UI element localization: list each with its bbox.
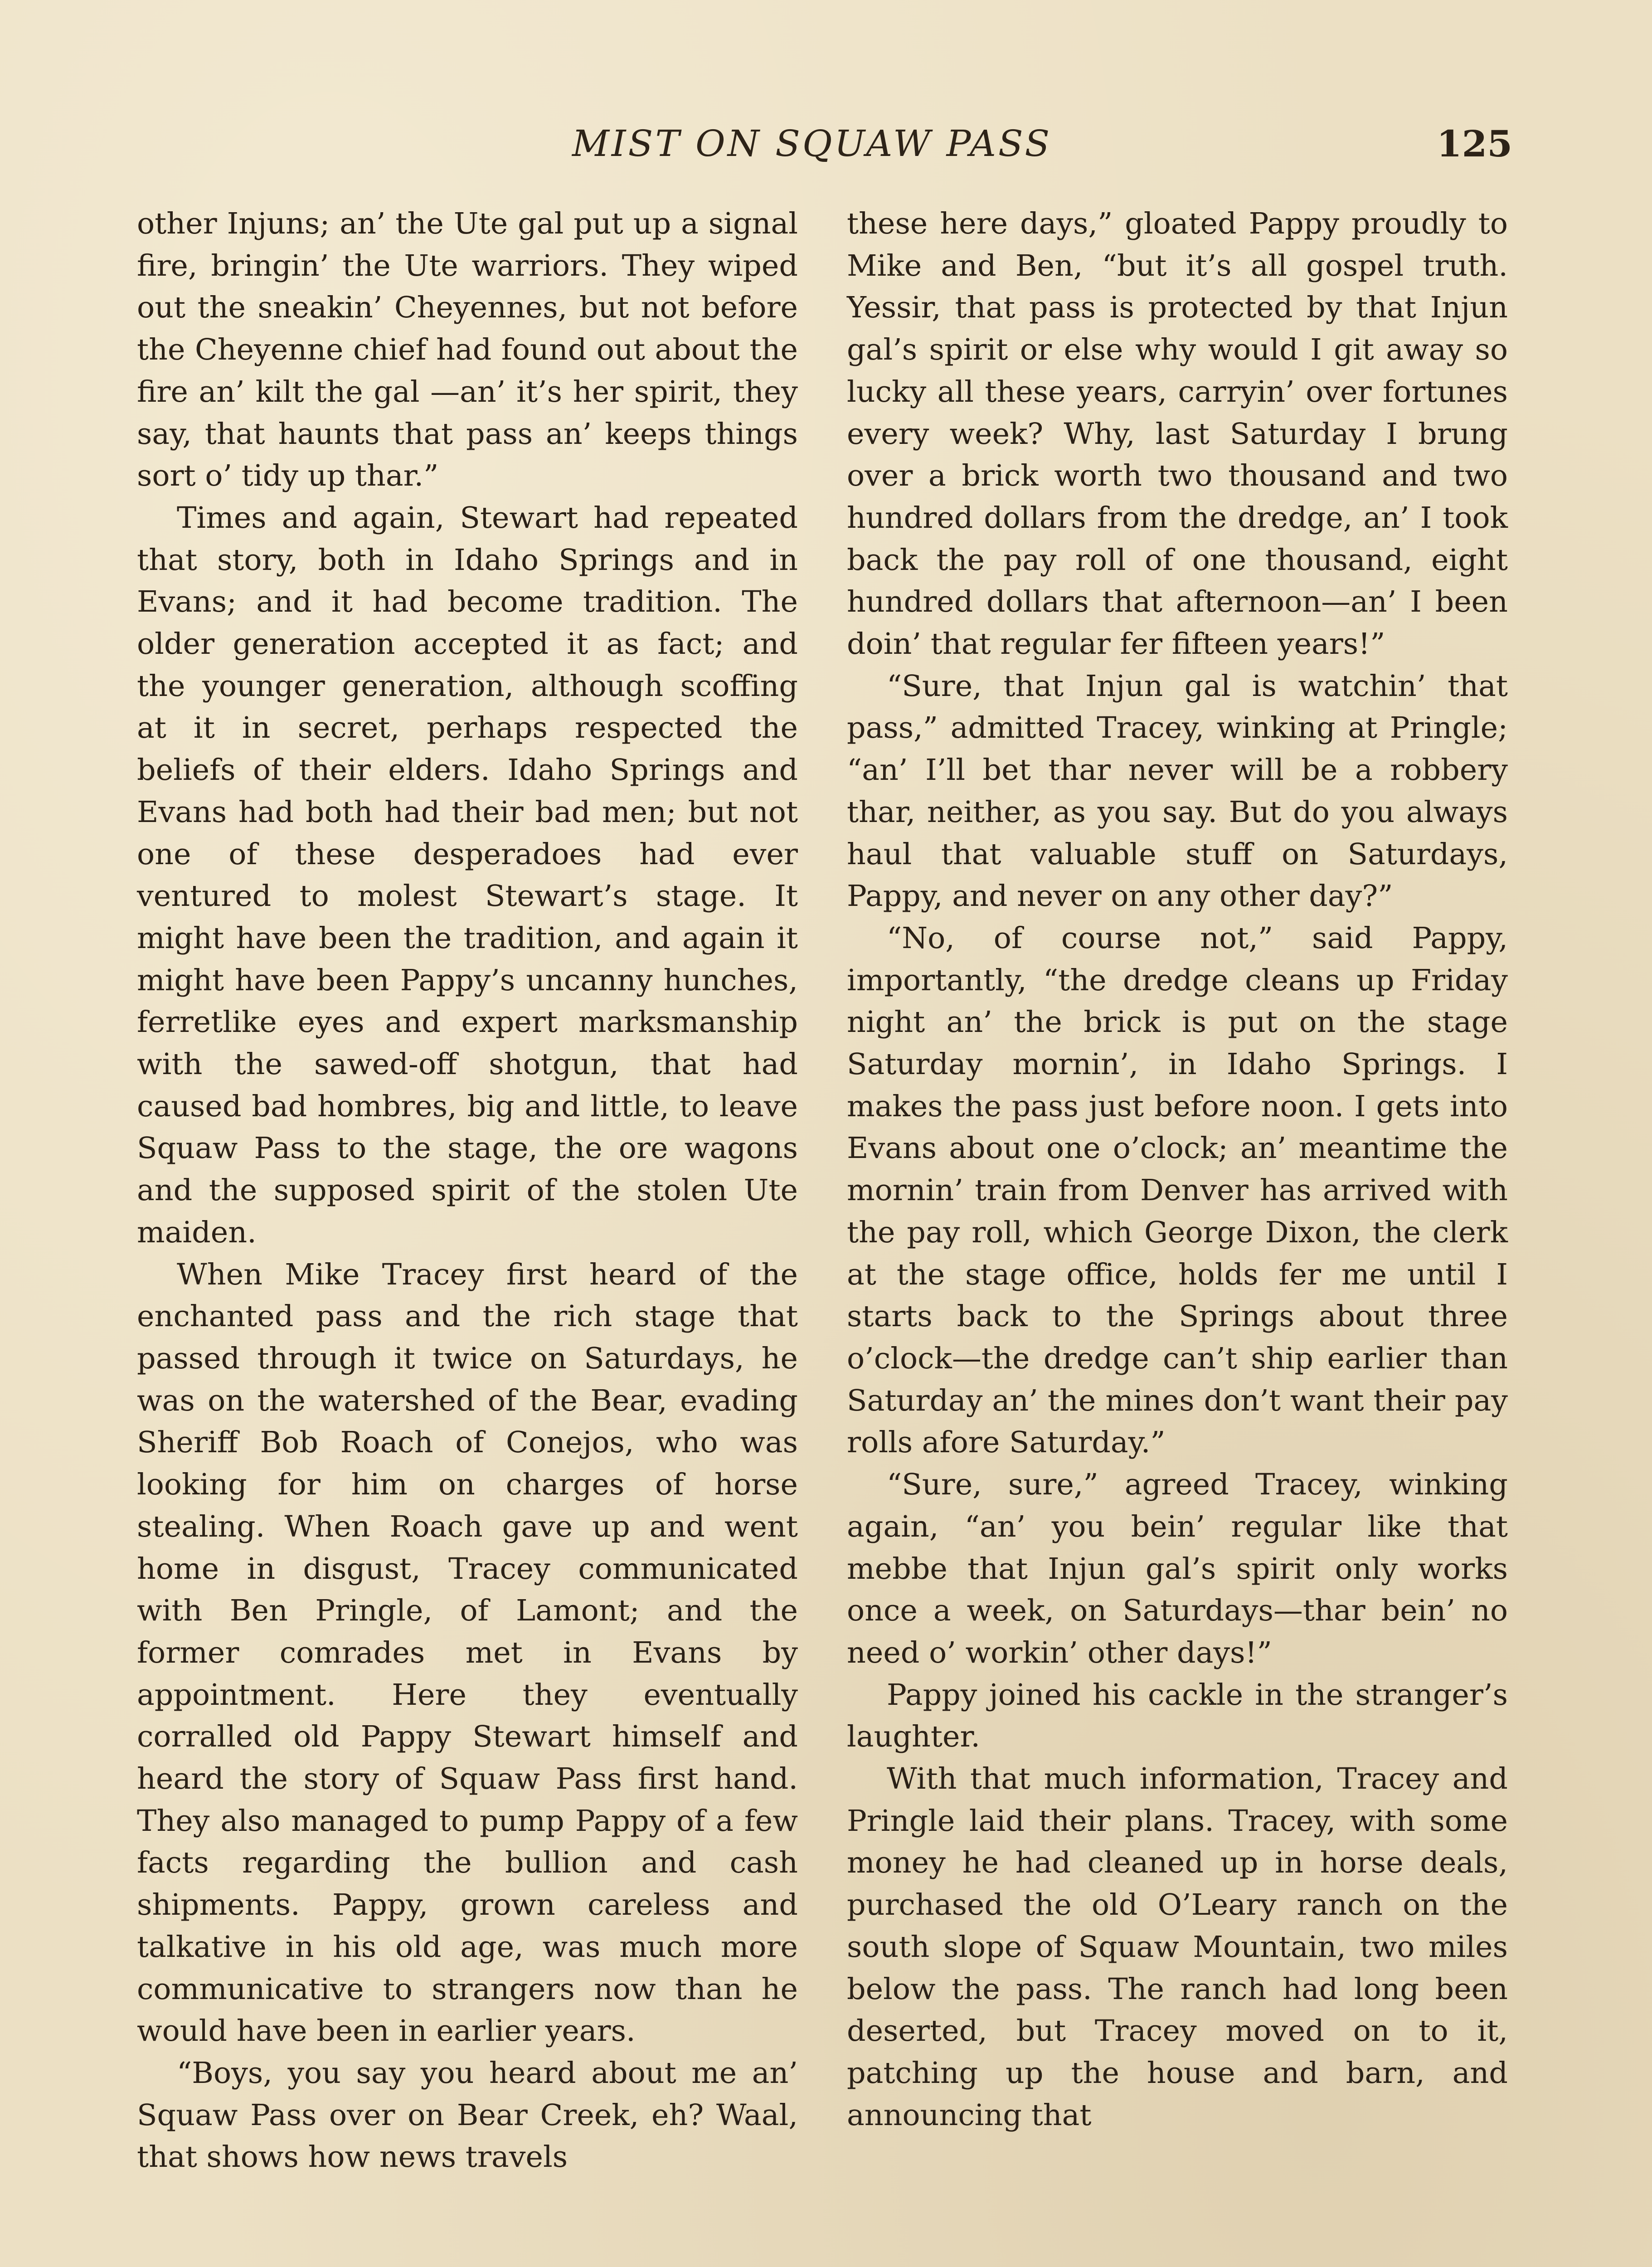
paragraph: With that much information, Tracey and Pringle laid their plans. Tracey, with some money he had cleaned up in horse deals, purchased the old O’Leary ranch on the south slope of Squaw Mountain, two miles below the pass. The ranch had long been deserted, but Tracey moved on to it, patching up the house and barn, and announcing that: [847, 1762, 1508, 2132]
paragraph: Pappy joined his cackle in the stranger’s laughter.: [847, 1678, 1508, 1754]
paragraph: these here days,” gloated Pappy proudly to Mike and Ben, “but it’s all gospel truth. Yessir, that pass is protected by that Injun gal’s spirit or else why would I git away so lucky all these years, carryin’ over fortunes every week? Why, last Saturday I brung over a brick worth two thousand and two hundred dollars from the dredge, an’ I took back the pay roll of one thousand, eight hundred dollars that afternoon—an’ I been doin’ that regular fer fifteen years!”: [847, 207, 1508, 662]
paragraph: “Sure, that Injun gal is watchin’ that pass,” admitted Tracey, winking at Pringle; “an’ I’ll bet thar never will be a robbery thar, neither, as you say. But do you always haul that valuable stuff on Saturdays, Pappy, and never on any other day?”: [847, 669, 1508, 914]
paragraph: “Sure, sure,” agreed Tracey, winking again, “an’ you bein’ regular like that mebbe that Injun gal’s spirit only works once a week, on Saturdays—thar bein’ no need o’ workin’ other days!”: [847, 1468, 1508, 1670]
paragraph: “Boys, you say you heard about me an’ Squaw Pass over on Bear Creek, eh? Waal, that shows how news travels: [137, 2056, 798, 2175]
left-column: [137, 203, 798, 2179]
right-column: [847, 203, 1508, 2136]
paragraph: “No, of course not,” said Pappy, importantly, “the dredge cleans up Friday night an’ the brick is put on the stage Saturday mornin’, in Idaho Springs. I makes the pass just before noon. I gets into Evans about one o’clock; an’ meantime the mornin’ train from Denver has arrived with the pay roll, which George Dixon, the clerk at the stage office, holds fer me until I starts back to the Springs about three o’clock—the dredge can’t ship earlier than Saturday an’ the mines don’t want their pay rolls afore Saturday.”: [847, 921, 1508, 1460]
paragraph: When Mike Tracey first heard of the enchanted pass and the rich stage that passed through it twice on Saturdays, he was on the watershed of the Bear, evading Sheriff Bob Roach of Conejos, who was looking for him on charges of horse stealing. When Roach gave up and went home in disgust, Tracey communicated with Ben Pringle, of Lamont; and the former comrades met in Evans by appointment. Here they eventually corralled old Pappy Stewart himself and heard the story of Squaw Pass first hand. They also managed to pump Pappy of a few facts regarding the bullion and cash shipments. Pappy, grown careless and talkative in his old age, was much more communicative to strangers now than he would have been in earlier years.: [137, 1257, 798, 2048]
paragraph: other Injuns; an’ the Ute gal put up a signal fire, bringin’ the Ute warriors. They wiped out the sneakin’ Cheyennes, but not before the Cheyenne chief had found out about the fire an’ kilt the gal —an’ it’s her spirit, they say, that haunts that pass an’ keeps things sort o’ tidy up thar.”: [137, 207, 798, 493]
paragraph: Times and again, Stewart had repeated that story, both in Idaho Springs and in Evans; and it had become tradition. The older generation accepted it as fact; and the younger generation, although scoffing at it in secret, perhaps respected the beliefs of their elders. Idaho Springs and Evans had both had their bad men; but not one of these desperadoes had ever ventured to molest Stewart’s stage. It might have been the tradition, and again it might have been Pappy’s uncanny hunches, ferretlike eyes and expert marksmanship with the sawed-off shotgun, that had caused bad hombres, big and little, to leave Squaw Pass to the stage, the ore wagons and the supposed spirit of the stolen Ute maiden.: [137, 501, 798, 1250]
running-title: MIST ON SQUAW PASS: [572, 122, 1052, 165]
page-number: 125: [1437, 122, 1512, 165]
